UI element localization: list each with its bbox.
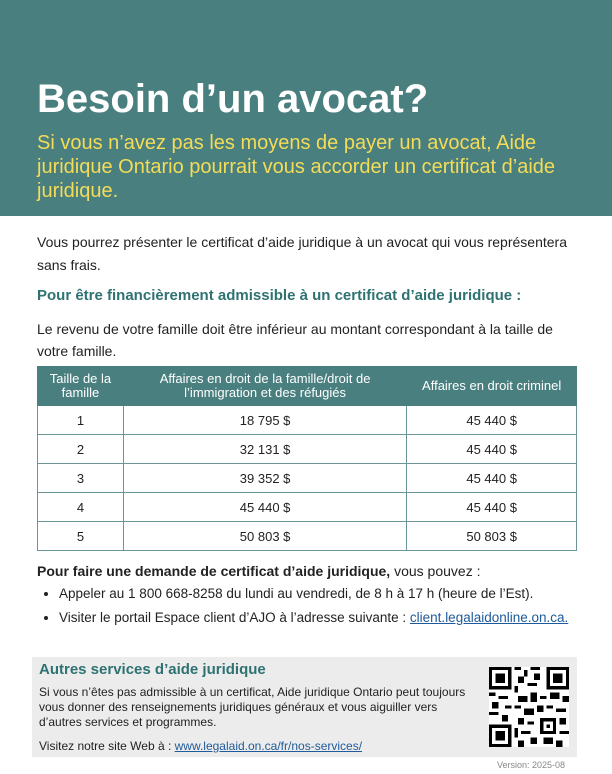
other-services-title: Autres services d’aide juridique <box>39 661 266 678</box>
apply-options-list <box>37 585 612 633</box>
table-row <box>38 406 577 435</box>
intro-text: Vous pourrez présenter le certificat d’aide juridique à un avocat qui vous représentera sans frais. <box>37 234 567 273</box>
eligibility-heading: Pour être financièrement admissible à un certificat d’aide juridique : <box>37 287 522 304</box>
family-size-cell: 4 <box>38 493 124 522</box>
page-subtitle: Si vous n’avez pas les moyens de payer un avocat, Aide juridique Ontario pourrait vous accorder un certificat d’aide juridique. <box>37 132 556 202</box>
website-link[interactable]: www.legalaid.on.ca/fr/nos-services/ <box>174 739 363 753</box>
table-header-row <box>38 367 577 406</box>
family-size-cell: 5 <box>38 522 124 551</box>
income-table <box>37 366 577 551</box>
family-law-cell: 50 803 $ <box>123 522 406 551</box>
page-title: Besoin d’un avocat? <box>37 77 429 121</box>
family-law-cell: 39 352 $ <box>123 464 406 493</box>
table-row <box>38 493 577 522</box>
family-law-cell: 45 440 $ <box>123 493 406 522</box>
version-label: Version: 2025-08 <box>497 760 566 770</box>
eligibility-text: Le revenu de votre famille doit être inférieur au montant correspondant à la taille de votre famille. <box>37 321 553 359</box>
criminal-law-cell: 45 440 $ <box>407 464 577 493</box>
portal-link[interactable]: client.legalaidonline.on.ca. <box>409 610 569 625</box>
portal-option: Visiter le portail Espace client d’AJO à l’adresse suivante : <box>59 610 410 625</box>
family-law-cell: 32 131 $ <box>123 435 406 464</box>
header-banner <box>0 0 612 216</box>
header-family-size: Taille de la famille <box>38 367 124 406</box>
apply-rest: vous pouvez : <box>390 563 481 579</box>
criminal-law-cell: 50 803 $ <box>407 522 577 551</box>
table-row <box>38 435 577 464</box>
apply-heading <box>37 563 597 579</box>
website-label: Visitez notre site Web à : <box>39 739 175 753</box>
family-size-cell: 2 <box>38 435 124 464</box>
list-item <box>59 585 612 603</box>
header-family-law: Affaires en droit de la famille/droit de l’immigration et des réfugiés <box>123 367 406 406</box>
apply-bold: Pour faire une demande de certificat d’aide juridique, <box>37 563 391 579</box>
family-size-cell: 3 <box>38 464 124 493</box>
qr-code-icon <box>489 667 569 747</box>
other-services-text: Si vous n’êtes pas admissible à un certificat, Aide juridique Ontario peut toujours vous donner des renseignements juridiques généraux et vous aiguiller vers d’autres services et programmes. <box>39 685 466 729</box>
table-row <box>38 522 577 551</box>
other-services-box <box>32 657 577 757</box>
phone-option: Appeler au 1 800 668-8258 du lundi au vendredi, de 8 h à 17 h (heure de l’Est). <box>59 586 534 601</box>
table-row <box>38 464 577 493</box>
criminal-law-cell: 45 440 $ <box>407 493 577 522</box>
family-law-cell: 18 795 $ <box>123 406 406 435</box>
header-criminal-law: Affaires en droit criminel <box>407 367 577 406</box>
family-size-cell: 1 <box>38 406 124 435</box>
list-item <box>59 609 612 627</box>
website-line <box>39 739 362 753</box>
criminal-law-cell: 45 440 $ <box>407 435 577 464</box>
criminal-law-cell: 45 440 $ <box>407 406 577 435</box>
